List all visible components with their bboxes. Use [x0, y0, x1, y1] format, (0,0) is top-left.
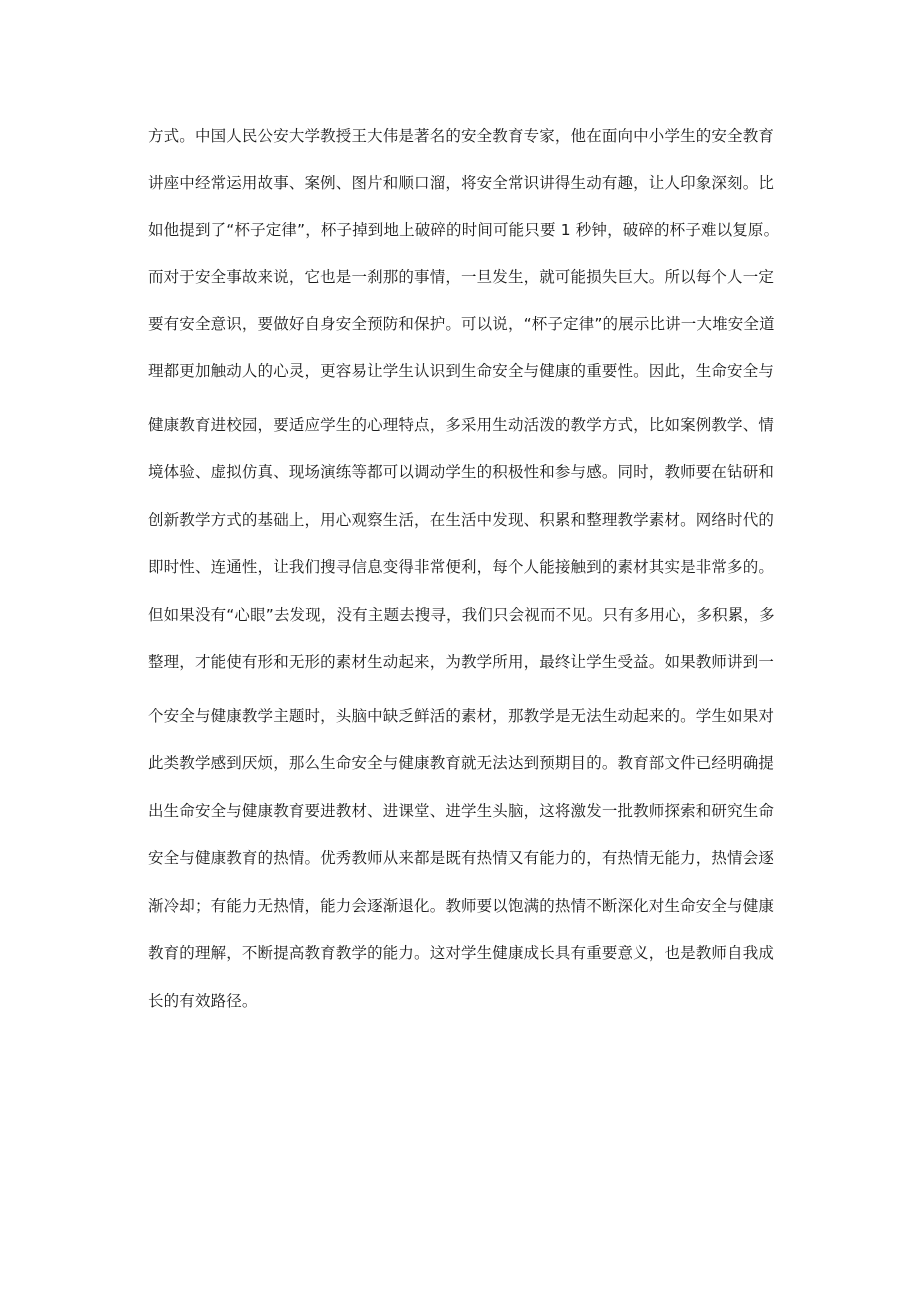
text-line: 即时性、连通性，让我们搜寻信息变得非常便利，每个人能接触到的素材其实是非常多的。	[148, 558, 775, 576]
text-line: 安全与健康教育的热情。优秀教师从来都是既有热情又有能力的，有热情无能力，热情会逐	[148, 849, 775, 867]
text-line: 境体验、虚拟仿真、现场演练等都可以调动学生的积极性和参与感。同时，教师要在钻研和	[148, 463, 775, 481]
text-line: 出生命安全与健康教育要进教材、进课堂、进学生头脑，这将激发一批教师探索和研究生命	[148, 802, 775, 820]
text-line: 整理，才能使有形和无形的素材生动起来，为教学所用，最终让学生受益。如果教师讲到一	[148, 653, 775, 671]
text-line: 个安全与健康教学主题时，头脑中缺乏鲜活的素材，那教学是无法生动起来的。学生如果对	[148, 707, 775, 725]
text-line: 但如果没有“心眼”去发现，没有主题去搜寻，我们只会视而不见。只有多用心，多积累，多	[148, 606, 775, 624]
text-line: 健康教育进校园，要适应学生的心理特点，多采用生动活泼的教学方式，比如案例教学、情	[148, 416, 775, 434]
text-line: 方式。中国人民公安大学教授王大伟是著名的安全教育专家，他在面向中小学生的安全教育	[148, 127, 775, 145]
text-line: 如他提到了“杯子定律”，杯子掉到地上破碎的时间可能只要 1 秒钟，破碎的杯子难以复原。	[148, 221, 780, 239]
text-line: 此类教学感到厌烦，那么生命安全与健康教育就无法达到预期目的。教育部文件已经明确提	[148, 754, 775, 772]
text-line: 长的有效路径。	[148, 992, 258, 1010]
text-line: 讲座中经常运用故事、案例、图片和顺口溜，将安全常识讲得生动有趣，让人印象深刻。比	[148, 174, 775, 192]
text-line: 教育的理解，不断提高教育教学的能力。这对学生健康成长具有重要意义，也是教师自我成	[148, 944, 775, 962]
text-line: 而对于安全事故来说，它也是一刹那的事情，一旦发生，就可能损失巨大。所以每个人一定	[148, 268, 775, 286]
text-line: 理都更加触动人的心灵，更容易让学生认识到生命安全与健康的重要性。因此，生命安全与	[148, 362, 775, 380]
text-line: 创新教学方式的基础上，用心观察生活，在生活中发现、积累和整理教学素材。网络时代的	[148, 511, 775, 529]
text-line: 要有安全意识，要做好自身安全预防和保护。可以说，“杯子定律”的展示比讲一大堆安全道	[148, 315, 775, 333]
text-line: 渐冷却；有能力无热情，能力会逐渐退化。教师要以饱满的热情不断深化对生命安全与健康	[148, 897, 775, 915]
